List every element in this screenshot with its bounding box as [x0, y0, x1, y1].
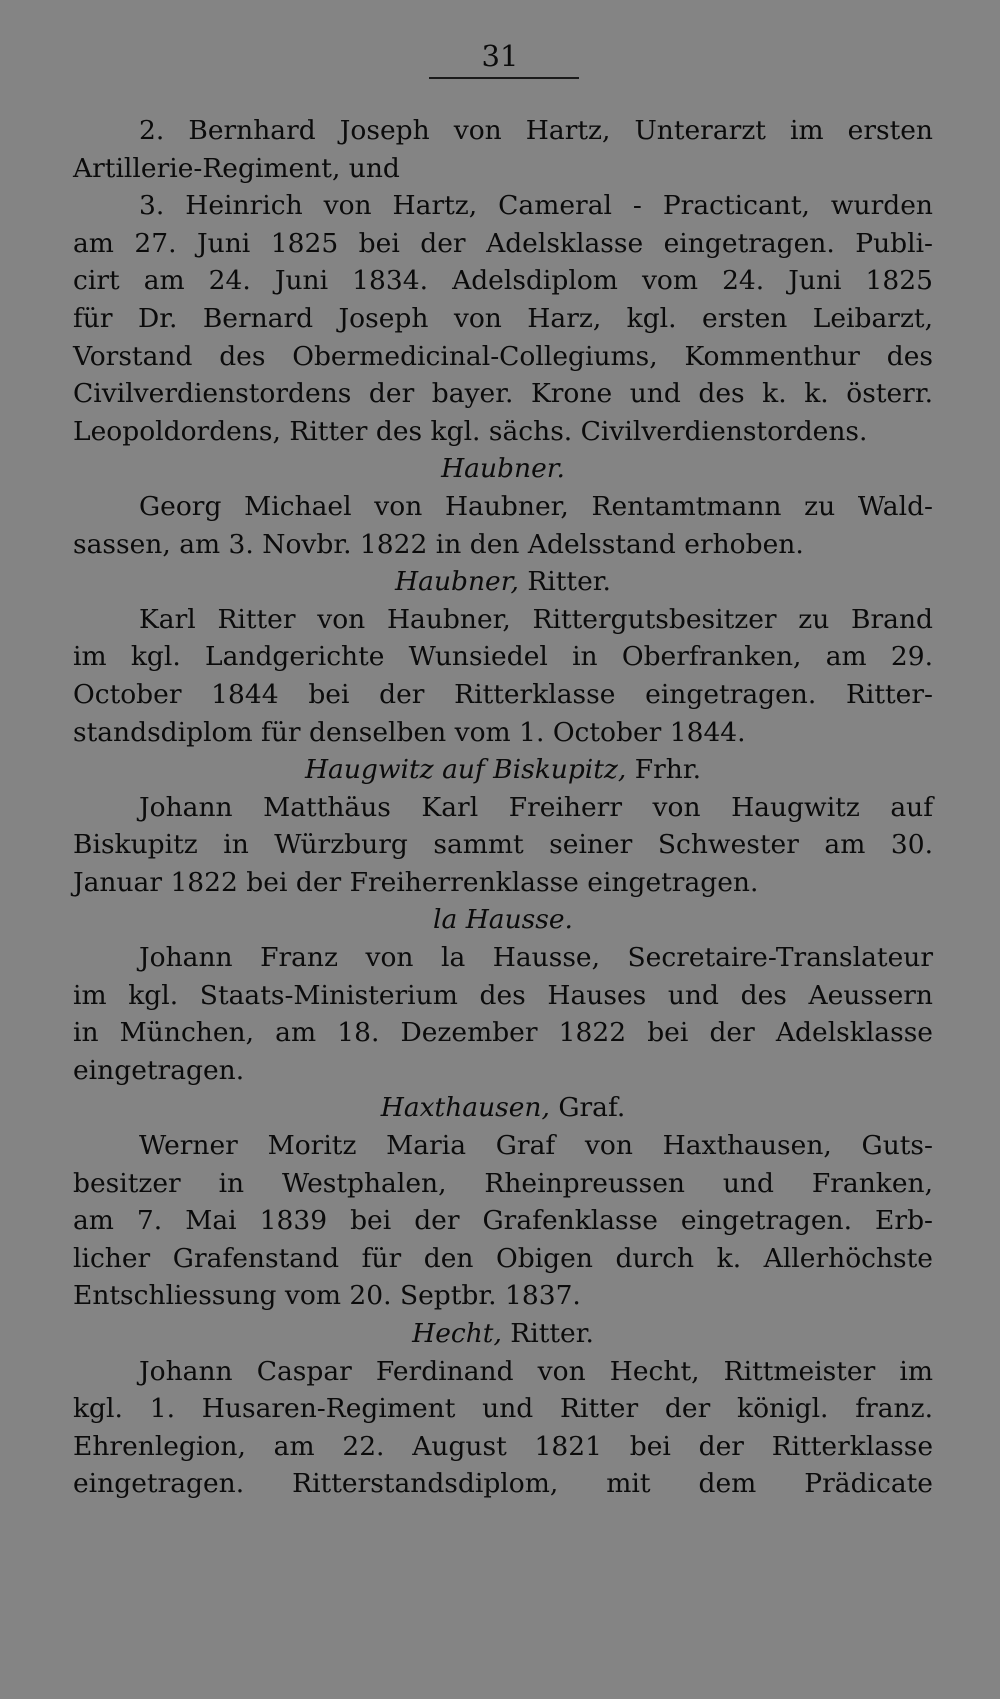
- text-line: Entschliessung vom 20. Septbr. 1837.: [73, 1280, 581, 1312]
- entry-heading: [73, 450, 933, 488]
- page-number: 31: [481, 39, 519, 73]
- entry-hecht: [73, 1315, 933, 1503]
- text-line: Georg Michael von Haubner, Rentamtmann zu Wald-: [139, 490, 933, 522]
- text-line: kgl. 1. Husaren-Regiment und Ritter der königl. franz.: [73, 1393, 933, 1425]
- entry-heading-name: Haxthausen,: [380, 1092, 550, 1124]
- text-line: am 7. Mai 1839 bei der Grafenklasse eingetragen. Erb-: [73, 1205, 933, 1237]
- entry-heading-name: Haubner.: [441, 453, 565, 485]
- text-line: für Dr. Bernard Joseph von Harz, kgl. ersten Leibarzt,: [73, 302, 933, 334]
- text-line: Karl Ritter von Haubner, Rittergutsbesitzer zu Brand: [139, 603, 933, 635]
- entry-heading: [73, 563, 933, 601]
- entry-heading: [73, 1315, 933, 1353]
- entry-haubner-ritter: [73, 563, 933, 751]
- text-line: Johann Caspar Ferdinand von Hecht, Rittmeister im: [139, 1355, 933, 1387]
- text-line: Januar 1822 bei der Freiherrenklasse eingetragen.: [73, 866, 759, 898]
- text-line: Werner Moritz Maria Graf von Haxthausen, Guts-: [139, 1130, 933, 1162]
- text-line: Johann Franz von la Hausse, Secretaire-Translateur: [139, 942, 933, 974]
- entry-heading-title: Ritter.: [501, 1318, 594, 1349]
- paragraph-hartz-3: [73, 187, 933, 450]
- text-line: cirt am 24. Juni 1834. Adelsdiplom vom 24. Juni 1825: [73, 265, 933, 297]
- entry-heading-title: Frhr.: [626, 754, 702, 786]
- text-line: eingetragen.: [73, 1054, 245, 1086]
- text-line: im kgl. Staats-Ministerium des Hauses und des Aeussern: [73, 979, 933, 1011]
- text-line: standsdiplom für denselben vom 1. October 1844.: [73, 716, 746, 748]
- entry-la-hausse: [73, 901, 933, 1089]
- paragraph-hartz-2: [73, 112, 933, 187]
- text-line: Ehrenlegion, am 22. August 1821 bei der Ritterklasse: [73, 1430, 933, 1462]
- text-line: besitzer in Westphalen, Rheinpreussen und Franken,: [73, 1167, 933, 1199]
- entry-heading-name: Hecht,: [412, 1318, 502, 1349]
- text-line: Biskupitz in Würzburg sammt seiner Schwester am 30.: [73, 829, 933, 861]
- text-line: Leopoldordens, Ritter des kgl. sächs. Civilverdienstordens.: [73, 415, 868, 447]
- entry-haubner: [73, 450, 933, 563]
- header-rule: [429, 77, 579, 79]
- text-line: Johann Matthäus Karl Freiherr von Haugwitz auf: [139, 791, 933, 823]
- entry-heading-title: Ritter.: [518, 566, 611, 598]
- entry-heading: [73, 1089, 933, 1127]
- text-line: Vorstand des Obermedicinal-Collegiums, Kommenthur des: [73, 340, 933, 372]
- text-line: am 27. Juni 1825 bei der Adelsklasse eingetragen. Publi-: [73, 227, 933, 259]
- text-line: Civilverdienstordens der bayer. Krone und des k. k. österr.: [73, 378, 933, 410]
- entry-heading: [73, 901, 933, 939]
- text-line: October 1844 bei der Ritterklasse eingetragen. Ritter-: [73, 678, 933, 710]
- entry-heading-name: Haugwitz auf Biskupitz,: [304, 754, 627, 786]
- text-line: licher Grafenstand für den Obigen durch k. Allerhöchste: [73, 1242, 933, 1274]
- entry-haxthausen: [73, 1089, 933, 1315]
- entry-heading-name: la Hausse.: [433, 904, 573, 936]
- entry-heading-name: Haubner,: [395, 566, 519, 598]
- entry-heading: [73, 751, 933, 789]
- entry-heading-title: Graf.: [549, 1092, 626, 1124]
- text-line: eingetragen. Ritterstandsdiplom, mit dem Prädicate: [73, 1468, 933, 1500]
- text-line: 2. Bernhard Joseph von Hartz, Unterarzt im ersten: [139, 115, 933, 146]
- entry-haugwitz: [73, 751, 933, 901]
- text-line: im kgl. Landgerichte Wunsiedel in Oberfranken, am 29.: [73, 641, 933, 673]
- page-text: [73, 112, 933, 1503]
- text-line: 3. Heinrich von Hartz, Cameral - Practicant, wurden: [139, 190, 933, 222]
- text-line: sassen, am 3. Novbr. 1822 in den Adelsstand erhoben.: [73, 528, 804, 560]
- text-line: Artillerie-Regiment, und: [73, 152, 400, 184]
- text-line: in München, am 18. Dezember 1822 bei der Adelsklasse: [73, 1017, 933, 1049]
